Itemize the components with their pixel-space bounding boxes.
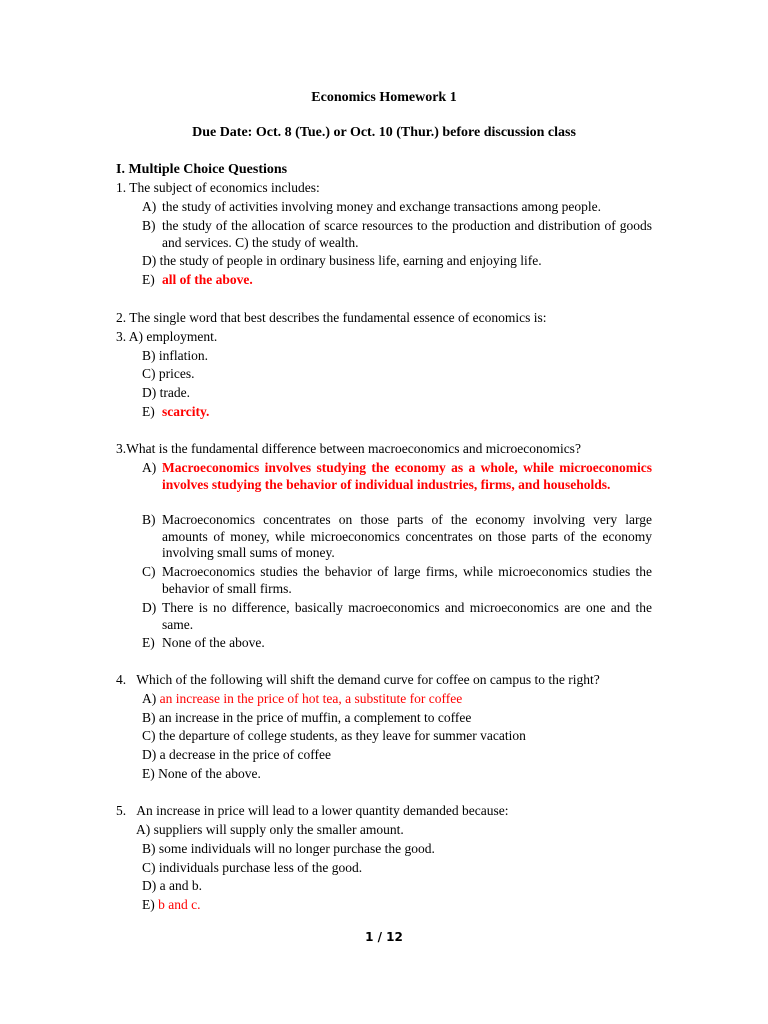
- question-5-stem: 5. An increase in price will lead to a lower quantity demanded because:: [116, 803, 509, 818]
- question-4-option-b: B) an increase in the price of muffin, a complement to coffee: [142, 710, 472, 725]
- question-5-option-d: D) a and b.: [142, 878, 202, 893]
- question-5-option-c: C) individuals purchase less of the good.: [142, 860, 363, 875]
- option-label: A): [142, 199, 157, 214]
- question-2-option-d: D) trade.: [142, 385, 190, 400]
- question-3-option-d: [142, 600, 652, 633]
- question-3-stem: 3.What is the fundamental difference between macroeconomics and microeconomics?: [116, 441, 581, 456]
- question-1-option-e: [142, 272, 652, 289]
- correct-answer: scarcity.: [162, 404, 210, 419]
- question-3-option-a: [142, 460, 652, 493]
- due-date: Due Date: Oct. 8 (Tue.) or Oct. 10 (Thur.) before discussion class: [192, 125, 576, 140]
- question-4-option-e: E) None of the above.: [142, 766, 261, 781]
- question-4-option-d: D) a decrease in the price of coffee: [142, 747, 332, 762]
- option-label: E): [142, 404, 155, 419]
- question-4-stem: 4. Which of the following will shift the demand curve for coffee on campus to the right?: [116, 672, 600, 687]
- option-text: None of the above.: [162, 635, 265, 650]
- option-text: the study of the allocation of scarce resources to the production and distribution of goods and services. C) the study of wealth.: [162, 218, 652, 250]
- option-text: Macroeconomics studies the behavior of large firms, while microeconomics studies the behavior of small firms.: [162, 564, 652, 596]
- correct-answer: Macroeconomics involves studying the economy as a whole, while microeconomics involves studying the behavior of individual industries, firms, and households.: [162, 460, 652, 492]
- option-label: B): [142, 512, 156, 527]
- section-heading: I. Multiple Choice Questions: [116, 162, 288, 177]
- question-2-stem: 2. The single word that best describes the fundamental essence of economics is:: [116, 310, 547, 325]
- question-2-option-a: 3. A) employment.: [116, 329, 218, 344]
- correct-answer: all of the above.: [162, 272, 253, 287]
- option-label: E): [142, 272, 155, 287]
- question-3-option-c: [142, 564, 652, 597]
- question-3-option-b: [142, 512, 652, 562]
- question-4-option-a: [142, 691, 462, 708]
- question-1-stem: 1. The subject of economics includes:: [116, 180, 320, 195]
- question-2-option-e: [142, 404, 652, 421]
- question-1-option-a: [142, 199, 652, 216]
- page-number: 1 / 12: [365, 930, 403, 944]
- question-4-option-c: C) the departure of college students, as they leave for summer vacation: [142, 728, 526, 743]
- option-text: There is no difference, basically macroeconomics and microeconomics are one and the same.: [162, 600, 652, 632]
- option-label: A): [142, 460, 157, 475]
- correct-answer: b and c.: [158, 897, 201, 912]
- option-text: Macroeconomics concentrates on those parts of the economy involving very large amounts of money, while microeconomics concentrates on those parts of the economy involving small sums of money.: [162, 512, 652, 560]
- option-text: the study of activities involving money and exchange transactions among people.: [162, 199, 602, 214]
- question-1-option-b: [142, 218, 652, 251]
- option-label: E): [142, 635, 155, 650]
- option-label: E): [142, 897, 155, 912]
- option-label: D): [142, 600, 157, 615]
- option-label: C): [142, 564, 156, 579]
- question-3-option-e: [142, 635, 652, 652]
- question-2-option-c: C) prices.: [142, 366, 195, 381]
- question-5-option-e: [142, 897, 200, 914]
- question-2-option-b: B) inflation.: [142, 348, 208, 363]
- option-label: A): [142, 691, 157, 706]
- question-5-option-a: A) suppliers will supply only the smaller amount.: [136, 822, 404, 837]
- document-title: Economics Homework 1: [311, 90, 457, 105]
- option-label: B): [142, 218, 156, 233]
- question-5-option-b: B) some individuals will no longer purchase the good.: [142, 841, 435, 856]
- question-1-option-d: D) the study of people in ordinary business life, earning and enjoying life.: [142, 253, 542, 268]
- correct-answer: an increase in the price of hot tea, a substitute for coffee: [159, 691, 463, 706]
